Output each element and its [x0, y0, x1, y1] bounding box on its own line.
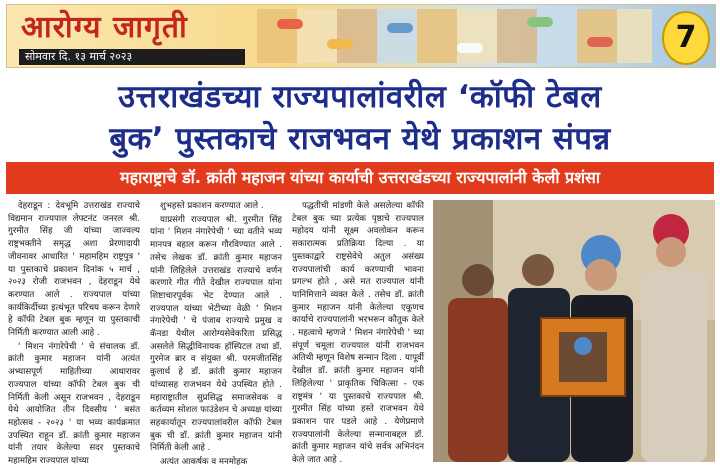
pill-icon [387, 23, 413, 33]
article-column-1 [8, 200, 140, 467]
paragraph: शुभहस्ते प्रकाशन करण्यात आले . [160, 201, 264, 211]
headline-line-1: उत्तराखंडच्या राज्यपालांवरील ‘कॉफी टेबल [118, 79, 602, 115]
page-number-badge: 7 [662, 11, 710, 65]
subheadline-bar: महाराष्ट्राचे डॉ. क्रांती महाजन यांच्या कार्याची उत्तराखंडच्या राज्यपालांनी केली प्रशंसा [6, 162, 714, 194]
paragraph: याप्रसंगी राज्यपाल श्री. गुरमीत सिंह यांना ' मिशन नंगारेपेची ' च्या वतीने भव्य मानपत्र बहाल करून गौरविण्यात आले . तसेच लेखक डॉ. क्रांती कुमार महाजन यांनी लिहिलेले उत्तराखंड राज्याचे वर्णन करणारे गीत गीते देखील राज्यपाल यांना शिष्टाचारपूर्वक भेट देण्यात आले . राज्यपाल यांच्या भेटीच्या वेळी ' मिशन नंगारेपेची ' चे पंजाब राज्याचे प्रमुख व कॅनडा येथील आरोग्यसेवेकरिता प्रसिद्ध असलेले सिद्धीविनायक हॉस्पिटल तथा डॉ. गुरमेज ब्रार व संयुक्त श्री. परमजीतसिंह कुलार्थ हे डॉ. क्रांती कुमार महाजन यांच्यासह राजभवन येथे उपस्थित होते . महाराष्ट्रातील सुप्रसिद्ध समाजसेवक व कर्तव्यम सोशल फाउंडेशन चे अध्यक्ष यांच्या सहकार्यातून राज्यपालांवरील कॉफी टेबल बुक ची डॉ. क्रांती कुमार महाजन यांनी निर्मिती केली आहे . [150, 214, 282, 454]
paragraph: देहराडून : देवभूमि उत्तराखंड राज्याचे विद्यमान राज्यपाल लेफ्टनंट जनरल श्री. गुरमीत सिंह जी यांच्या जाज्वल्य राष्ट्रभक्तीने समृद्ध अशा प्रेरणादायी जीवनावर आधारित ' महामहिम राष्ट्रपुत्र ' या पुस्तकाचे प्रकाशन दिनांक ५ मार्च , २०२३ रोजी राजभवन , देहराडून येथे करण्यात आले . राज्यपाल यांच्या कार्यकिर्दीच्या इत्थंभूत परिचय करून देणारे हे कॉफी टेबल बुक म्हणून या पुस्तकाची निर्मिती करण्यात आली आहे . [8, 201, 140, 339]
paragraph: अत्यंत आकर्षक व मनमोहक [160, 457, 248, 468]
article-body [8, 200, 428, 468]
issue-date: सोमवार दि. १३ मार्च २०२३ [19, 49, 245, 65]
pill-icon [327, 39, 353, 49]
headline-line-2: बुक’ पुस्तकाचे राजभवन येथे प्रकाशन संपन्न [109, 121, 611, 157]
masthead-decorative-strip [257, 9, 652, 63]
newspaper-name: आरोग्य जागृती [21, 10, 188, 45]
article-column-2 [150, 200, 282, 468]
headline [6, 76, 714, 160]
paragraph: ' मिशन नंगारेपेची ' चे संचालक डॉ. क्रांती कुमार महाजन यांनी अत्यंत अभ्यासपूर्ण माहितीच्या आधारावर राज्यपाल यांच्या कॉफी टेबल बुक ची निर्मिती केली असून राजभवन , देहराडून येथे आयोजित तीन दिवसीय ' बसंत महोत्सव - २०२३ ' या भव्य कार्यक्रमात उपस्थित राहून डॉ. क्रांती कुमार महाजन यांनी तयार केलेल्या सदर पुस्तकाचे महामहिम राज्यपाल यांच्या [8, 341, 140, 467]
photo-illustration [433, 200, 715, 462]
pill-icon [527, 17, 553, 27]
pill-icon [587, 37, 613, 47]
pill-icon [457, 43, 483, 53]
article-column-3 [292, 200, 424, 466]
masthead [6, 4, 716, 68]
event-photo [433, 200, 715, 462]
pill-icon [277, 19, 303, 29]
paragraph: पद्धतीची मांडणी केले असलेल्या कॉफी टेबल बुक च्या प्रत्येक पृष्ठाचे राज्यपाल महोदय यांनी सूक्ष्म अवलोकन करून सकारात्मक प्रतिक्रिया दिल्या . या पुस्तकाद्वारे राष्ट्रसेवेचे अतुल असंख्य राज्यपालांची कार्य करण्याची भावना प्रगल्भ होते , असे मत राज्यपाल यांनी यानिमित्ताने व्यक्त केले . तसेच डॉ. क्रांती कुमार महाजन यांनी केलेल्या एकूणच कार्याचे राज्यपालांनी भरभरून कौतुक केले . महत्वाचे म्हणजे ' मिशन नंगारेपेची ' च्या संपूर्ण चमूला राज्यपाल यांनी राजभवन अतिथी म्हणून विशेष सन्मान दिला . यापूर्वी देखील डॉ. क्रांती कुमार महाजन यांनी लिहिलेल्या ' प्राकृतिक चिकित्सा - एक राष्ट्रमंत्र ' या पुस्तकाचे राज्यपाल श्री. गुरमीत सिंह यांच्या हस्ते राजभवन येथे प्रकाशन पार पडले आहे . येणेप्रमाणे राज्यपालांनी केलेल्या सन्मानाबद्दल डॉ. क्रांती कुमार महाजन यांचे सर्वत्र अभिनंदन केले जात आहे . [292, 201, 424, 466]
